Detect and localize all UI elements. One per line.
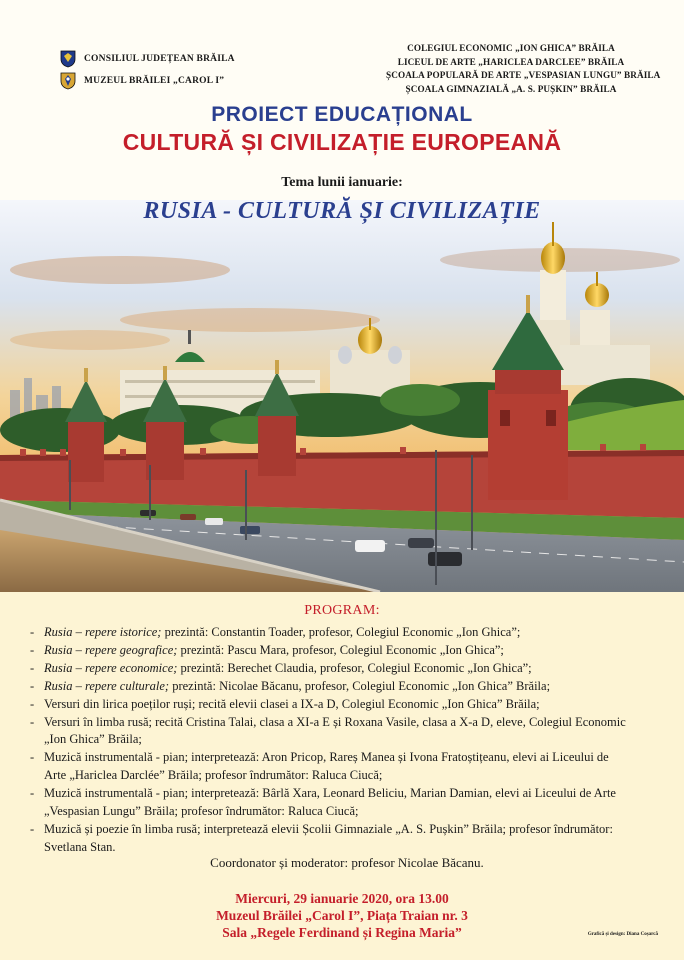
- header-left-item-museum: [60, 70, 235, 92]
- event-hall: Sala „Regele Ferdinand și Regina Maria”: [222, 925, 462, 940]
- council-label: CONSILIUL JUDEȚEAN BRĂILA: [84, 54, 235, 64]
- county-crest-icon: [60, 50, 76, 68]
- dash-bullet: -: [30, 750, 35, 765]
- program-item-text: Muzică instrumentală - pian; interpretează: Aron Pricop, Rareș Manea și Ivona Fratoștițeanu, elevi ai Liceului de: [44, 750, 609, 765]
- program-heading: PROGRAM:: [304, 603, 380, 618]
- program-item: [30, 714, 674, 750]
- school-line: COLEGIUL ECONOMIC „ION GHICA” BRĂILA: [407, 43, 615, 53]
- program-item-topic: Rusia – repere culturale;: [44, 678, 170, 693]
- program-item-text: Muzică instrumentală - pian; interpretează: Bârlă Xara, Leonard Beliciu, Marian Damian, elevi ai Liceului de Arte: [44, 786, 616, 801]
- school-line: ȘCOALA POPULARĂ DE ARTE „VESPASIAN LUNGU” BRĂILA: [386, 70, 661, 80]
- project-subtitle: CULTURĂ ȘI CIVILIZAȚIE EUROPEANĂ: [122, 129, 562, 155]
- school-line: LICEUL DE ARTE „HARICLEA DARCLEE” BRĂILA: [397, 56, 625, 67]
- dash-bullet: -: [30, 678, 35, 693]
- program-item-text: prezintă: Berechet Claudia, profesor, Colegiul Economic „Ion Ghica”;: [177, 660, 532, 675]
- school-line: ȘCOALA GIMNAZIALĂ „A. S. PUȘKIN” BRĂILA: [405, 83, 617, 94]
- program-item: [30, 785, 674, 821]
- program-item-continuation: Arte „Hariclea Darclée” Brăila; profesor îndrumător: Raluca Ciucă;: [44, 768, 383, 783]
- header-right: [386, 42, 661, 96]
- program-item-continuation: „Vespasian Lungu” Brăila; profesor îndrumător: Raluca Ciucă;: [44, 804, 359, 819]
- event-venue: Muzeul Brăilei „Carol I”, Piața Traian nr. 3: [216, 908, 468, 923]
- dash-bullet: -: [30, 642, 35, 657]
- dash-bullet: -: [30, 696, 35, 711]
- dash-bullet: -: [30, 786, 35, 801]
- program-item-topic: Rusia – repere istorice;: [44, 625, 162, 639]
- program-item-continuation: „Ion Ghica” Brăila;: [44, 732, 142, 747]
- program-item: [30, 660, 674, 678]
- theme-label: Tema lunii ianuarie:: [281, 175, 403, 190]
- event-date: Miercuri, 29 ianuarie 2020, ora 13.00: [235, 891, 449, 906]
- dash-bullet: -: [30, 625, 35, 639]
- header-left: [60, 48, 235, 92]
- program-item-topic: Rusia – repere geografice;: [44, 642, 178, 657]
- dash-bullet: -: [30, 821, 35, 836]
- museum-label: MUZEUL BRĂILEI „CAROL I”: [84, 76, 225, 86]
- program-item-text: Muzică și poezie în limba rusă; interpretează elevii Școlii Gimnaziale „A. S. Pușkin” Brăila; profesor îndrumător:: [44, 821, 613, 836]
- museum-crest-icon: [60, 72, 76, 90]
- project-title: PROIECT EDUCAȚIONAL: [211, 103, 473, 126]
- program-item-topic: Rusia – repere economice;: [44, 660, 178, 675]
- program-item-text: prezintă: Pascu Mara, profesor, Colegiul Economic „Ion Ghica”;: [177, 642, 504, 657]
- program-item: [30, 821, 674, 857]
- kremlin-photo: [0, 200, 684, 592]
- program-item: [30, 678, 674, 696]
- program-item: [30, 749, 674, 785]
- theme-title: RUSIA - CULTURĂ ȘI CIVILIZAȚIE: [143, 198, 541, 224]
- program-item-text: Versuri în limba rusă; recită Cristina Talai, clasa a XI-a E și Roxana Vasile, clasa a X-a D, eleve, Colegiul Economic: [44, 714, 626, 729]
- coordinator-line: Coordonator și moderator: profesor Nicolae Băcanu.: [210, 855, 484, 870]
- program-item: [30, 624, 674, 642]
- program-item: [30, 642, 674, 660]
- program-item: [30, 696, 674, 714]
- dash-bullet: -: [30, 660, 35, 675]
- program-list: [30, 624, 674, 857]
- program-item-text: Versuri din lirica poeților ruși; recită elevii clasei a IX-a D, Colegiul Economic „Ion Ghica” Brăila;: [44, 696, 540, 711]
- program-item-text: prezintă: Constantin Toader, profesor, Colegiul Economic „Ion Ghica”;: [161, 625, 521, 639]
- header-left-item-council: [60, 48, 235, 70]
- event-details: [0, 890, 684, 941]
- program-item-text: prezintă: Nicolae Băcanu, profesor, Colegiul Economic „Ion Ghica” Brăila;: [169, 678, 551, 693]
- dash-bullet: -: [30, 714, 35, 729]
- program-item-continuation: Svetlana Stan.: [44, 839, 116, 854]
- design-credit: Grafică și design: Diana Coșarcă: [587, 932, 658, 937]
